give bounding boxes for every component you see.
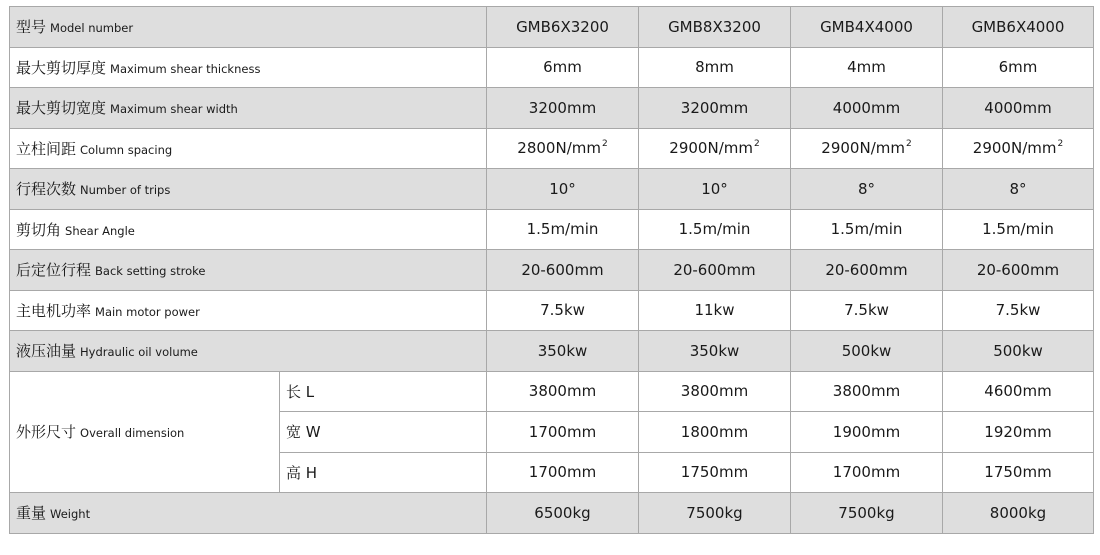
row-label (10, 290, 487, 331)
value-cell: 20-600mm (943, 250, 1094, 291)
label-zh: 主电机功率 (16, 301, 92, 320)
value-cell (791, 128, 943, 169)
value-cell: 1800mm (639, 412, 791, 453)
value-cell: 8° (791, 169, 943, 210)
superscript: 2 (1057, 139, 1064, 150)
value-cell: 1.5m/min (791, 209, 943, 250)
value-cell: 4000mm (791, 88, 943, 129)
row-label (10, 47, 487, 88)
label-en: Column spacing (80, 142, 173, 157)
dimension-label (10, 371, 280, 493)
value-cell: 3200mm (639, 88, 791, 129)
label-en: Shear Angle (65, 223, 135, 238)
model-cell: GMB4X4000 (791, 7, 943, 48)
label-en: Weight (50, 507, 91, 522)
value-cell: 3800mm (487, 371, 639, 412)
value-cell: 4000mm (943, 88, 1094, 129)
value-cell: 1.5m/min (943, 209, 1094, 250)
row-label (10, 128, 487, 169)
value-text: 2900N/mm (972, 139, 1057, 158)
value-cell: 10° (639, 169, 791, 210)
value-cell: 1.5m/min (487, 209, 639, 250)
table-row (10, 128, 1094, 169)
label-zh: 后定位行程 (16, 261, 92, 280)
row-label (10, 331, 487, 372)
label-zh: 行程次数 (16, 180, 77, 199)
value-cell: 1700mm (791, 452, 943, 493)
row-label (10, 209, 487, 250)
value-cell: 3800mm (791, 371, 943, 412)
superscript: 2 (601, 139, 608, 150)
label-zh: 立柱间距 (16, 139, 77, 158)
value-cell: 20-600mm (639, 250, 791, 291)
model-row (10, 7, 1094, 48)
value-cell: 11kw (639, 290, 791, 331)
value-cell: 4mm (791, 47, 943, 88)
value-text: 2900N/mm (821, 139, 905, 158)
model-cell: GMB6X4000 (943, 7, 1094, 48)
value-cell: 10° (487, 169, 639, 210)
value-cell: 500kw (791, 331, 943, 372)
table-row (10, 88, 1094, 129)
label-zh: 剪切角 (16, 220, 62, 239)
value-cell: 6mm (487, 47, 639, 88)
value-cell: 4600mm (943, 371, 1094, 412)
value-cell: 500kw (943, 331, 1094, 372)
table-row (10, 250, 1094, 291)
dimension-row-length (10, 371, 1094, 412)
row-label (10, 250, 487, 291)
value-cell: 20-600mm (487, 250, 639, 291)
label-en: Model number (50, 21, 134, 36)
superscript: 2 (905, 139, 912, 150)
dimension-sublabel: 长 L (280, 371, 487, 412)
value-cell: 1.5m/min (639, 209, 791, 250)
value-cell: 7.5kw (791, 290, 943, 331)
model-cell: GMB8X3200 (639, 7, 791, 48)
label-en: Hydraulic oil volume (80, 345, 198, 360)
value-cell (487, 128, 639, 169)
value-cell: 1750mm (943, 452, 1094, 493)
value-cell: 8000kg (943, 493, 1094, 534)
value-cell: 1700mm (487, 412, 639, 453)
value-cell: 3800mm (639, 371, 791, 412)
row-label (10, 88, 487, 129)
label-en: Overall dimension (80, 426, 185, 441)
value-cell: 1750mm (639, 452, 791, 493)
label-en: Maximum shear width (110, 102, 238, 117)
value-cell: 8mm (639, 47, 791, 88)
label-zh: 液压油量 (16, 342, 77, 361)
value-cell (943, 128, 1094, 169)
label-zh: 最大剪切厚度 (16, 58, 107, 77)
model-cell: GMB6X3200 (487, 7, 639, 48)
value-cell: 7.5kw (487, 290, 639, 331)
value-cell: 350kw (639, 331, 791, 372)
value-cell (639, 128, 791, 169)
dimension-sublabel: 高 H (280, 452, 487, 493)
table-row (10, 331, 1094, 372)
label-en: Maximum shear thickness (110, 61, 261, 76)
row-label (10, 493, 487, 534)
value-cell: 7.5kw (943, 290, 1094, 331)
table-row (10, 209, 1094, 250)
table-row (10, 290, 1094, 331)
value-text: 2800N/mm (517, 139, 601, 158)
superscript: 2 (753, 139, 760, 150)
row-label (10, 7, 487, 48)
value-cell: 8° (943, 169, 1094, 210)
dimension-sublabel: 宽 W (280, 412, 487, 453)
value-cell: 20-600mm (791, 250, 943, 291)
label-en: Main motor power (95, 304, 200, 319)
value-cell: 1900mm (791, 412, 943, 453)
spec-table (9, 6, 1094, 534)
value-cell: 6mm (943, 47, 1094, 88)
value-cell: 7500kg (791, 493, 943, 534)
label-zh: 外形尺寸 (16, 423, 77, 442)
value-text: 2900N/mm (669, 139, 753, 158)
weight-row (10, 493, 1094, 534)
table-row (10, 169, 1094, 210)
label-en: Back setting stroke (95, 264, 206, 279)
label-zh: 型号 (16, 18, 47, 37)
label-zh: 重量 (16, 504, 47, 523)
value-cell: 350kw (487, 331, 639, 372)
value-cell: 6500kg (487, 493, 639, 534)
value-cell: 1700mm (487, 452, 639, 493)
row-label (10, 169, 487, 210)
value-cell: 7500kg (639, 493, 791, 534)
value-cell: 3200mm (487, 88, 639, 129)
label-en: Number of trips (80, 183, 171, 198)
table-row (10, 47, 1094, 88)
label-zh: 最大剪切宽度 (16, 99, 107, 118)
value-cell: 1920mm (943, 412, 1094, 453)
